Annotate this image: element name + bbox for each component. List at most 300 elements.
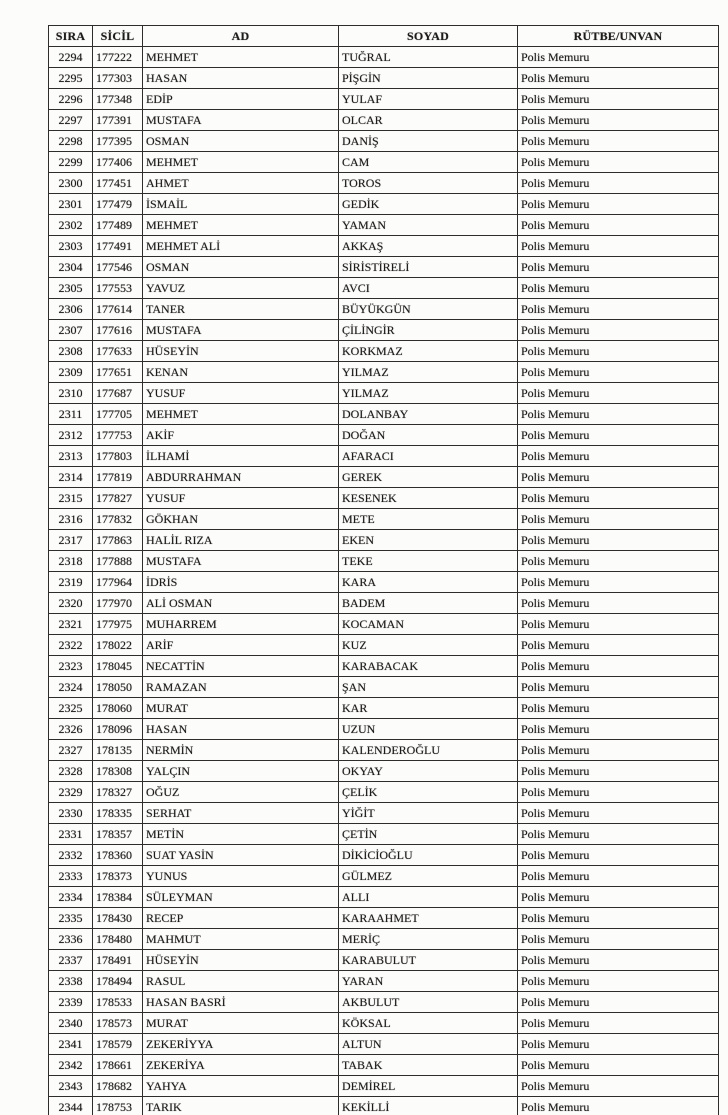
table-row	[49, 488, 719, 509]
cell-sira: 2297	[49, 110, 93, 131]
cell-rutbe: Polis Memuru	[518, 131, 719, 152]
cell-rutbe: Polis Memuru	[518, 1013, 719, 1034]
cell-sira: 2339	[49, 992, 93, 1013]
cell-sira: 2306	[49, 299, 93, 320]
cell-soyad: AKBULUT	[339, 992, 518, 1013]
cell-ad: MEHMET	[143, 215, 339, 236]
cell-rutbe: Polis Memuru	[518, 488, 719, 509]
cell-sira: 2313	[49, 446, 93, 467]
cell-sicil: 177975	[93, 614, 143, 635]
cell-sicil: 177616	[93, 320, 143, 341]
cell-sira: 2296	[49, 89, 93, 110]
cell-sicil: 178135	[93, 740, 143, 761]
cell-soyad: AFARACI	[339, 446, 518, 467]
table-row	[49, 1034, 719, 1055]
cell-ad: RASUL	[143, 971, 339, 992]
cell-rutbe: Polis Memuru	[518, 425, 719, 446]
cell-sira: 2337	[49, 950, 93, 971]
cell-ad: MEHMET	[143, 152, 339, 173]
cell-rutbe: Polis Memuru	[518, 908, 719, 929]
cell-sira: 2307	[49, 320, 93, 341]
cell-ad: ALİ OSMAN	[143, 593, 339, 614]
cell-rutbe: Polis Memuru	[518, 341, 719, 362]
cell-ad: MAHMUT	[143, 929, 339, 950]
cell-soyad: OKYAY	[339, 761, 518, 782]
table-row	[49, 971, 719, 992]
cell-ad: NECATTİN	[143, 656, 339, 677]
cell-sira: 2316	[49, 509, 93, 530]
cell-soyad: BADEM	[339, 593, 518, 614]
cell-sira: 2334	[49, 887, 93, 908]
cell-soyad: ÇELİK	[339, 782, 518, 803]
cell-sicil: 178373	[93, 866, 143, 887]
column-header-sira: SIRA	[49, 26, 93, 47]
cell-soyad: DANİŞ	[339, 131, 518, 152]
cell-rutbe: Polis Memuru	[518, 803, 719, 824]
cell-rutbe: Polis Memuru	[518, 362, 719, 383]
cell-ad: HÜSEYİN	[143, 950, 339, 971]
cell-rutbe: Polis Memuru	[518, 614, 719, 635]
cell-sira: 2312	[49, 425, 93, 446]
cell-ad: ZEKERİYA	[143, 1055, 339, 1076]
cell-rutbe: Polis Memuru	[518, 68, 719, 89]
column-header-sicil: SİCİL	[93, 26, 143, 47]
cell-soyad: YİĞİT	[339, 803, 518, 824]
cell-sicil: 178480	[93, 929, 143, 950]
table-row	[49, 383, 719, 404]
cell-sicil: 177222	[93, 47, 143, 68]
cell-ad: MUSTAFA	[143, 320, 339, 341]
cell-ad: SÜLEYMAN	[143, 887, 339, 908]
table-row	[49, 509, 719, 530]
cell-sira: 2303	[49, 236, 93, 257]
cell-soyad: KORKMAZ	[339, 341, 518, 362]
cell-ad: YUSUF	[143, 383, 339, 404]
cell-rutbe: Polis Memuru	[518, 887, 719, 908]
table-row	[49, 530, 719, 551]
table-row	[49, 698, 719, 719]
table-row	[49, 173, 719, 194]
table-row	[49, 194, 719, 215]
cell-sira: 2338	[49, 971, 93, 992]
cell-sira: 2308	[49, 341, 93, 362]
cell-sicil: 177753	[93, 425, 143, 446]
cell-ad: TANER	[143, 299, 339, 320]
table-row	[49, 803, 719, 824]
cell-soyad: KARABULUT	[339, 950, 518, 971]
table-row	[49, 1097, 719, 1115]
table-row	[49, 824, 719, 845]
cell-soyad: KARABACAK	[339, 656, 518, 677]
cell-soyad: AVCI	[339, 278, 518, 299]
cell-rutbe: Polis Memuru	[518, 551, 719, 572]
cell-ad: İLHAMİ	[143, 446, 339, 467]
table-row	[49, 131, 719, 152]
cell-soyad: BÜYÜKGÜN	[339, 299, 518, 320]
cell-ad: MURAT	[143, 698, 339, 719]
cell-ad: SERHAT	[143, 803, 339, 824]
cell-soyad: CAM	[339, 152, 518, 173]
column-header-soyad: SOYAD	[339, 26, 518, 47]
cell-rutbe: Polis Memuru	[518, 677, 719, 698]
cell-ad: HÜSEYİN	[143, 341, 339, 362]
cell-soyad: UZUN	[339, 719, 518, 740]
cell-sira: 2325	[49, 698, 93, 719]
cell-soyad: KOCAMAN	[339, 614, 518, 635]
cell-rutbe: Polis Memuru	[518, 950, 719, 971]
table-row	[49, 362, 719, 383]
cell-sira: 2331	[49, 824, 93, 845]
cell-sicil: 178360	[93, 845, 143, 866]
cell-sira: 2320	[49, 593, 93, 614]
cell-sira: 2328	[49, 761, 93, 782]
cell-sira: 2343	[49, 1076, 93, 1097]
cell-ad: OĞUZ	[143, 782, 339, 803]
cell-sira: 2335	[49, 908, 93, 929]
cell-soyad: ÇETİN	[339, 824, 518, 845]
cell-sira: 2322	[49, 635, 93, 656]
cell-sira: 2311	[49, 404, 93, 425]
cell-sicil: 177553	[93, 278, 143, 299]
cell-sicil: 177395	[93, 131, 143, 152]
cell-rutbe: Polis Memuru	[518, 572, 719, 593]
cell-rutbe: Polis Memuru	[518, 740, 719, 761]
cell-sicil: 177614	[93, 299, 143, 320]
cell-sicil: 177827	[93, 488, 143, 509]
header-row	[49, 26, 719, 47]
cell-ad: OSMAN	[143, 131, 339, 152]
cell-sicil: 177633	[93, 341, 143, 362]
cell-sicil: 178308	[93, 761, 143, 782]
cell-soyad: GEREK	[339, 467, 518, 488]
cell-ad: YALÇIN	[143, 761, 339, 782]
cell-sicil: 177489	[93, 215, 143, 236]
cell-ad: GÖKHAN	[143, 509, 339, 530]
cell-ad: METİN	[143, 824, 339, 845]
cell-sicil: 178022	[93, 635, 143, 656]
cell-sira: 2317	[49, 530, 93, 551]
cell-sicil: 178384	[93, 887, 143, 908]
cell-rutbe: Polis Memuru	[518, 278, 719, 299]
table-row	[49, 278, 719, 299]
cell-sira: 2327	[49, 740, 93, 761]
cell-soyad: YILMAZ	[339, 362, 518, 383]
table-row	[49, 68, 719, 89]
cell-rutbe: Polis Memuru	[518, 866, 719, 887]
cell-ad: YAHYA	[143, 1076, 339, 1097]
cell-sira: 2336	[49, 929, 93, 950]
cell-sira: 2341	[49, 1034, 93, 1055]
cell-soyad: KAR	[339, 698, 518, 719]
cell-ad: HALİL RIZA	[143, 530, 339, 551]
cell-sicil: 178494	[93, 971, 143, 992]
cell-rutbe: Polis Memuru	[518, 698, 719, 719]
cell-rutbe: Polis Memuru	[518, 929, 719, 950]
cell-sicil: 177491	[93, 236, 143, 257]
cell-sira: 2300	[49, 173, 93, 194]
table-header	[49, 26, 719, 47]
cell-ad: AKİF	[143, 425, 339, 446]
table-row	[49, 257, 719, 278]
cell-soyad: ÇİLİNGİR	[339, 320, 518, 341]
cell-sicil: 177970	[93, 593, 143, 614]
cell-sicil: 177819	[93, 467, 143, 488]
cell-ad: EDİP	[143, 89, 339, 110]
table-row	[49, 1013, 719, 1034]
table-row	[49, 908, 719, 929]
table-row	[49, 236, 719, 257]
cell-ad: ZEKERİYYA	[143, 1034, 339, 1055]
cell-sicil: 178491	[93, 950, 143, 971]
cell-sira: 2324	[49, 677, 93, 698]
cell-ad: MEHMET ALİ	[143, 236, 339, 257]
cell-sira: 2302	[49, 215, 93, 236]
cell-rutbe: Polis Memuru	[518, 782, 719, 803]
cell-ad: KENAN	[143, 362, 339, 383]
cell-ad: MUHARREM	[143, 614, 339, 635]
cell-sira: 2326	[49, 719, 93, 740]
cell-soyad: KALENDEROĞLU	[339, 740, 518, 761]
cell-sira: 2315	[49, 488, 93, 509]
cell-soyad: KARA	[339, 572, 518, 593]
table-row	[49, 593, 719, 614]
cell-sicil: 178096	[93, 719, 143, 740]
cell-soyad: YILMAZ	[339, 383, 518, 404]
cell-sira: 2309	[49, 362, 93, 383]
table-row	[49, 950, 719, 971]
cell-rutbe: Polis Memuru	[518, 257, 719, 278]
cell-rutbe: Polis Memuru	[518, 236, 719, 257]
cell-sicil: 178661	[93, 1055, 143, 1076]
cell-sira: 2294	[49, 47, 93, 68]
cell-sira: 2301	[49, 194, 93, 215]
cell-rutbe: Polis Memuru	[518, 446, 719, 467]
table-row	[49, 1076, 719, 1097]
cell-sicil: 177406	[93, 152, 143, 173]
cell-soyad: SİRİSTİRELİ	[339, 257, 518, 278]
cell-sira: 2318	[49, 551, 93, 572]
cell-rutbe: Polis Memuru	[518, 215, 719, 236]
cell-ad: İDRİS	[143, 572, 339, 593]
cell-soyad: TOROS	[339, 173, 518, 194]
cell-sira: 2330	[49, 803, 93, 824]
cell-sira: 2310	[49, 383, 93, 404]
cell-sicil: 178533	[93, 992, 143, 1013]
cell-soyad: KUZ	[339, 635, 518, 656]
cell-soyad: EKEN	[339, 530, 518, 551]
cell-ad: AHMET	[143, 173, 339, 194]
table-row	[49, 320, 719, 341]
cell-sicil: 178430	[93, 908, 143, 929]
cell-ad: MEHMET	[143, 47, 339, 68]
cell-soyad: DİKİCİOĞLU	[339, 845, 518, 866]
cell-rutbe: Polis Memuru	[518, 656, 719, 677]
cell-sicil: 178579	[93, 1034, 143, 1055]
cell-sicil: 178573	[93, 1013, 143, 1034]
cell-rutbe: Polis Memuru	[518, 509, 719, 530]
cell-soyad: GEDİK	[339, 194, 518, 215]
cell-ad: MUSTAFA	[143, 110, 339, 131]
cell-rutbe: Polis Memuru	[518, 593, 719, 614]
cell-soyad: ALLI	[339, 887, 518, 908]
cell-sira: 2323	[49, 656, 93, 677]
cell-soyad: PİŞGİN	[339, 68, 518, 89]
table-body	[49, 47, 719, 1115]
cell-sicil: 177303	[93, 68, 143, 89]
cell-soyad: KEKİLLİ	[339, 1097, 518, 1115]
cell-rutbe: Polis Memuru	[518, 761, 719, 782]
cell-sira: 2295	[49, 68, 93, 89]
cell-ad: MEHMET	[143, 404, 339, 425]
cell-sira: 2304	[49, 257, 93, 278]
cell-soyad: OLCAR	[339, 110, 518, 131]
table-row	[49, 845, 719, 866]
cell-sicil: 177651	[93, 362, 143, 383]
cell-sicil: 178045	[93, 656, 143, 677]
cell-sicil: 177451	[93, 173, 143, 194]
cell-ad: HASAN	[143, 719, 339, 740]
cell-rutbe: Polis Memuru	[518, 1055, 719, 1076]
cell-rutbe: Polis Memuru	[518, 110, 719, 131]
cell-rutbe: Polis Memuru	[518, 299, 719, 320]
cell-soyad: TEKE	[339, 551, 518, 572]
cell-sicil: 177687	[93, 383, 143, 404]
cell-sira: 2314	[49, 467, 93, 488]
cell-soyad: MERİÇ	[339, 929, 518, 950]
cell-sicil: 178335	[93, 803, 143, 824]
cell-rutbe: Polis Memuru	[518, 1076, 719, 1097]
cell-ad: NERMİN	[143, 740, 339, 761]
cell-sira: 2340	[49, 1013, 93, 1034]
table-row	[49, 446, 719, 467]
cell-soyad: TUĞRAL	[339, 47, 518, 68]
table-row	[49, 467, 719, 488]
cell-sicil: 177546	[93, 257, 143, 278]
cell-sicil: 177832	[93, 509, 143, 530]
table-row	[49, 656, 719, 677]
cell-ad: ABDURRAHMAN	[143, 467, 339, 488]
table-row	[49, 551, 719, 572]
cell-soyad: DOLANBAY	[339, 404, 518, 425]
cell-soyad: KÖKSAL	[339, 1013, 518, 1034]
cell-sicil: 177964	[93, 572, 143, 593]
table-row	[49, 404, 719, 425]
cell-ad: RECEP	[143, 908, 339, 929]
cell-ad: ARİF	[143, 635, 339, 656]
cell-ad: MURAT	[143, 1013, 339, 1034]
table-row	[49, 89, 719, 110]
cell-rutbe: Polis Memuru	[518, 320, 719, 341]
cell-sira: 2332	[49, 845, 93, 866]
cell-soyad: KARAAHMET	[339, 908, 518, 929]
cell-sicil: 177391	[93, 110, 143, 131]
column-header-rutbe: RÜTBE/UNVAN	[518, 26, 719, 47]
table-row	[49, 572, 719, 593]
cell-sicil: 178357	[93, 824, 143, 845]
cell-ad: OSMAN	[143, 257, 339, 278]
cell-soyad: ŞAN	[339, 677, 518, 698]
cell-sicil: 177863	[93, 530, 143, 551]
cell-ad: MUSTAFA	[143, 551, 339, 572]
cell-sicil: 177803	[93, 446, 143, 467]
table-row	[49, 341, 719, 362]
table-row	[49, 992, 719, 1013]
cell-sicil: 177479	[93, 194, 143, 215]
cell-ad: YAVUZ	[143, 278, 339, 299]
personnel-table	[48, 25, 719, 1115]
cell-rutbe: Polis Memuru	[518, 530, 719, 551]
table-row	[49, 425, 719, 446]
cell-rutbe: Polis Memuru	[518, 152, 719, 173]
cell-soyad: ALTUN	[339, 1034, 518, 1055]
cell-soyad: YARAN	[339, 971, 518, 992]
column-header-ad: AD	[143, 26, 339, 47]
cell-sira: 2333	[49, 866, 93, 887]
cell-ad: SUAT YASİN	[143, 845, 339, 866]
table-row	[49, 719, 719, 740]
cell-sicil: 177348	[93, 89, 143, 110]
cell-sicil: 178682	[93, 1076, 143, 1097]
cell-rutbe: Polis Memuru	[518, 89, 719, 110]
table-row	[49, 866, 719, 887]
table-row	[49, 740, 719, 761]
cell-sicil: 178050	[93, 677, 143, 698]
cell-sira: 2329	[49, 782, 93, 803]
table-row	[49, 215, 719, 236]
cell-rutbe: Polis Memuru	[518, 992, 719, 1013]
cell-ad: HASAN	[143, 68, 339, 89]
cell-soyad: KESENEK	[339, 488, 518, 509]
cell-rutbe: Polis Memuru	[518, 719, 719, 740]
cell-sira: 2299	[49, 152, 93, 173]
cell-sicil: 178060	[93, 698, 143, 719]
cell-soyad: DEMİREL	[339, 1076, 518, 1097]
cell-rutbe: Polis Memuru	[518, 824, 719, 845]
table-row	[49, 887, 719, 908]
cell-sicil: 178327	[93, 782, 143, 803]
cell-ad: RAMAZAN	[143, 677, 339, 698]
cell-rutbe: Polis Memuru	[518, 845, 719, 866]
cell-sicil: 177705	[93, 404, 143, 425]
table-row	[49, 761, 719, 782]
cell-sira: 2344	[49, 1097, 93, 1115]
cell-ad: HASAN BASRİ	[143, 992, 339, 1013]
cell-soyad: METE	[339, 509, 518, 530]
table-row	[49, 299, 719, 320]
table-row	[49, 929, 719, 950]
cell-soyad: TABAK	[339, 1055, 518, 1076]
table-row	[49, 110, 719, 131]
cell-sira: 2319	[49, 572, 93, 593]
table-row	[49, 614, 719, 635]
cell-rutbe: Polis Memuru	[518, 1097, 719, 1115]
table-row	[49, 782, 719, 803]
cell-sira: 2342	[49, 1055, 93, 1076]
cell-ad: YUNUS	[143, 866, 339, 887]
table-row	[49, 152, 719, 173]
cell-rutbe: Polis Memuru	[518, 971, 719, 992]
cell-rutbe: Polis Memuru	[518, 47, 719, 68]
cell-soyad: DOĞAN	[339, 425, 518, 446]
table-row	[49, 677, 719, 698]
cell-soyad: AKKAŞ	[339, 236, 518, 257]
cell-rutbe: Polis Memuru	[518, 404, 719, 425]
cell-ad: İSMAİL	[143, 194, 339, 215]
cell-rutbe: Polis Memuru	[518, 1034, 719, 1055]
cell-sira: 2298	[49, 131, 93, 152]
cell-soyad: YULAF	[339, 89, 518, 110]
cell-rutbe: Polis Memuru	[518, 635, 719, 656]
